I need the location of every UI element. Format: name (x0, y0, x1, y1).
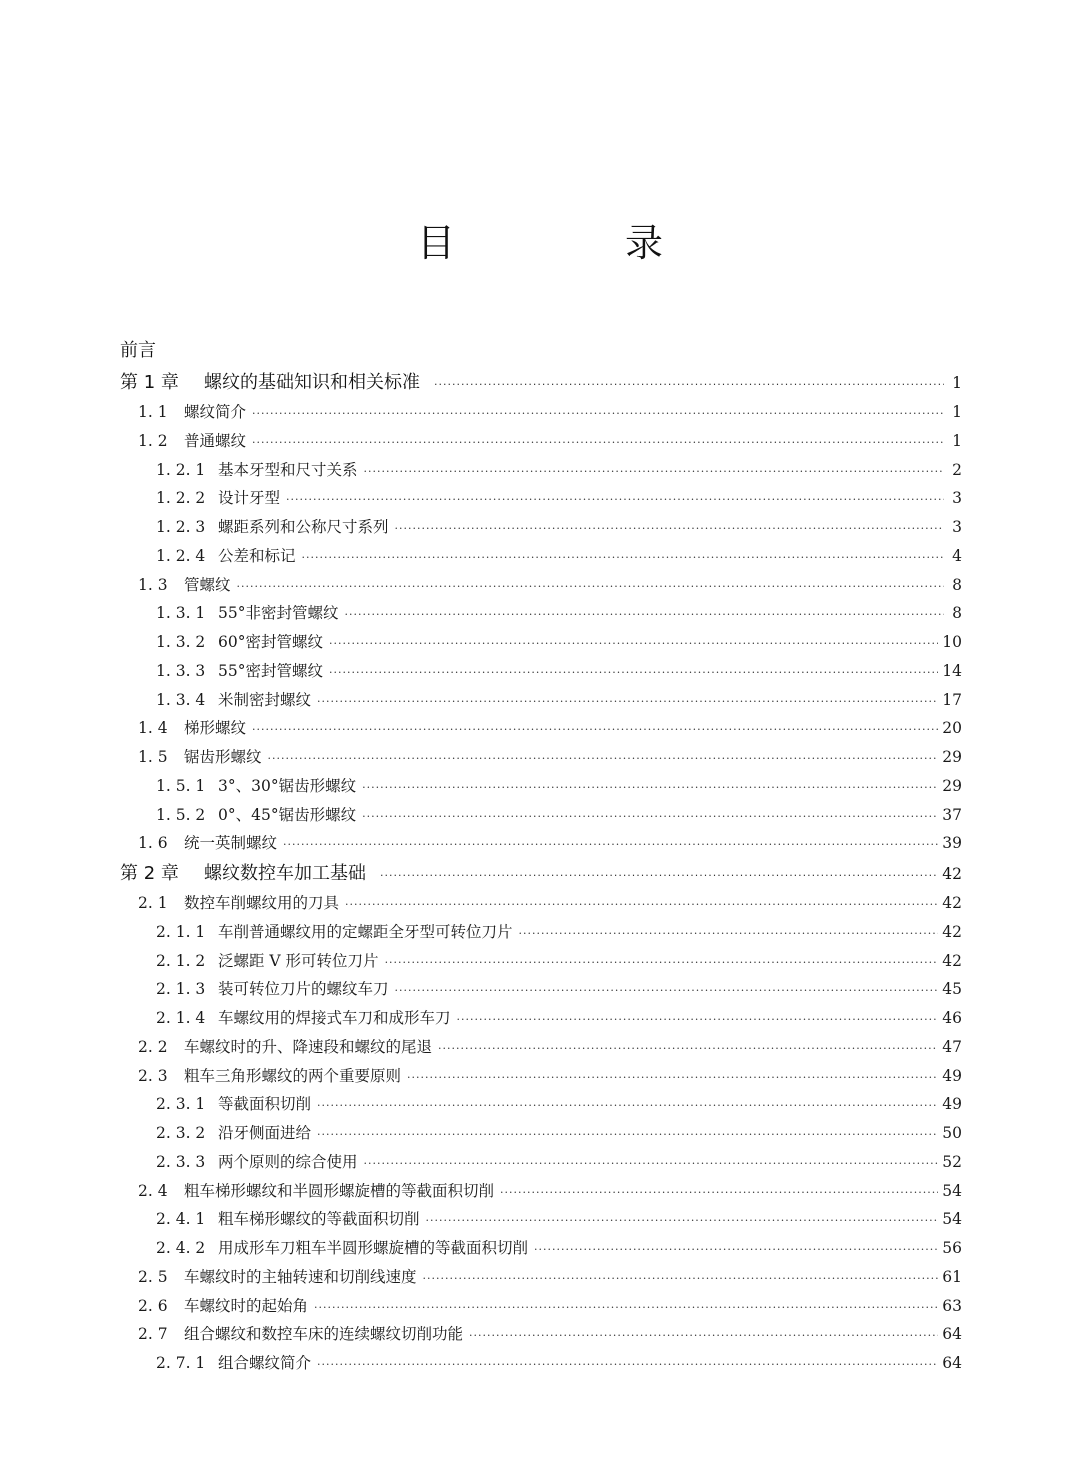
toc-entry-number: 2. 3. 2 (156, 1124, 206, 1142)
toc-entry-number: 1. 2. 2 (156, 489, 206, 508)
toc-entry-title: 两个原则的综合使用 (218, 1152, 358, 1171)
toc-entry-title: 管螺纹 (184, 575, 231, 594)
dot-leader (380, 860, 938, 891)
dot-leader (317, 1351, 938, 1380)
toc-entry[interactable] (120, 427, 962, 456)
toc-entry[interactable] (120, 772, 962, 801)
toc-entry[interactable] (120, 542, 962, 571)
table-of-contents (120, 335, 962, 1378)
toc-entry[interactable] (120, 1263, 962, 1292)
toc-entry-page: 8 (952, 575, 962, 594)
toc-entry[interactable] (120, 1205, 962, 1234)
toc-entry[interactable] (120, 889, 962, 918)
toc-entry-number: 1. 3. 4 (156, 690, 206, 709)
dot-leader (457, 1006, 939, 1035)
toc-entry-title: 米制密封螺纹 (218, 690, 312, 709)
toc-entry-page: 4 (952, 546, 962, 565)
toc-entry-title: 粗车梯形螺纹和半圆形螺旋槽的等截面积切削 (184, 1181, 495, 1200)
dot-leader (362, 803, 938, 832)
toc-entry-title: 组合螺纹和数控车床的连续螺纹切削功能 (184, 1325, 464, 1344)
toc-entry-title: 基本牙型和尺寸关系 (218, 460, 358, 479)
toc-entry-number: 2. 3 (138, 1066, 168, 1085)
toc-entry[interactable] (120, 1062, 962, 1091)
toc-entry-number: 1. 5 (138, 748, 168, 766)
dot-leader (426, 1207, 939, 1236)
toc-entry-page: 56 (942, 1239, 962, 1257)
toc-entry-title: 螺纹的基础知识和相关标准 (204, 372, 420, 393)
toc-entry-page: 39 (942, 834, 962, 853)
toc-entry-title: 数控车削螺纹用的刀具 (184, 894, 340, 912)
toc-entry-number: 1. 2. 3 (156, 518, 206, 536)
dot-leader (317, 688, 938, 717)
toc-entry-page: 46 (942, 1009, 962, 1027)
toc-entry-number: 1. 3 (138, 575, 168, 594)
toc-entry-number: 1. 3. 2 (156, 633, 206, 651)
dot-leader (519, 920, 939, 949)
dot-leader (237, 573, 944, 602)
toc-entry[interactable] (120, 801, 962, 830)
toc-entry-title: 螺纹数控车加工基础 (204, 863, 366, 884)
toc-entry-number: 第 1 章 (120, 372, 179, 393)
toc-entry[interactable] (120, 1004, 962, 1033)
dot-leader (345, 891, 938, 920)
toc-entry-number: 2. 1 (138, 894, 168, 912)
dot-leader (362, 774, 938, 803)
toc-entry[interactable] (120, 1177, 962, 1206)
toc-entry[interactable] (120, 1292, 962, 1321)
toc-entry[interactable] (120, 714, 962, 743)
dot-leader (314, 1294, 938, 1323)
dot-leader (434, 369, 944, 400)
dot-leader (534, 1236, 938, 1265)
toc-entry[interactable] (120, 1090, 962, 1119)
toc-entry[interactable] (120, 975, 962, 1004)
toc-entry[interactable] (120, 1119, 962, 1148)
toc-entry-page: 3 (952, 518, 962, 536)
toc-entry[interactable] (120, 513, 962, 542)
toc-entry-page: 50 (942, 1124, 962, 1142)
toc-entry-page: 52 (942, 1152, 962, 1171)
toc-entry-title: 3°、30°锯齿形螺纹 (218, 776, 357, 795)
toc-entry-title: 公差和标记 (218, 546, 296, 565)
toc-entry-number: 1. 5. 1 (156, 776, 206, 795)
toc-entry[interactable] (120, 1033, 962, 1062)
toc-entry-title: 车螺纹时的主轴转速和切削线速度 (184, 1267, 417, 1286)
toc-entry-title: 车削普通螺纹用的定螺距全牙型可转位刀片 (218, 922, 513, 941)
toc-entry[interactable] (120, 657, 962, 686)
toc-entry-page: 10 (942, 633, 962, 651)
toc-entry-title: 泛螺距 V 形可转位刀片 (218, 951, 379, 970)
toc-entry-page: 1 (952, 403, 962, 421)
toc-entry-number: 1. 5. 2 (156, 805, 206, 824)
toc-entry-number: 1. 3. 3 (156, 661, 206, 680)
toc-entry-number: 2. 7. 1 (156, 1354, 206, 1372)
dot-leader (344, 601, 944, 630)
toc-entry-page: 37 (942, 805, 962, 824)
toc-entry-number: 2. 3. 1 (156, 1095, 206, 1114)
toc-entry[interactable] (120, 398, 962, 427)
toc-entry-number: 2. 2 (138, 1037, 168, 1056)
toc-entry-page: 54 (942, 1181, 962, 1200)
toc-entry-title: 螺纹简介 (184, 403, 247, 421)
toc-entry-number: 2. 1. 4 (156, 1009, 206, 1027)
toc-entry-page: 42 (942, 894, 962, 912)
toc-entry-page: 47 (942, 1037, 962, 1056)
dot-leader (268, 745, 939, 774)
toc-entry[interactable] (120, 829, 962, 858)
toc-entry-page: 8 (952, 604, 962, 623)
dot-leader (364, 1150, 939, 1179)
toc-entry-title: 车螺纹时的升、降速段和螺纹的尾退 (184, 1037, 433, 1056)
toc-entry-number: 1. 1 (138, 403, 168, 421)
dot-leader (364, 458, 944, 487)
toc-entry-title: 锯齿形螺纹 (184, 748, 262, 766)
toc-entry-page: 42 (942, 922, 962, 941)
toc-entry[interactable] (120, 1234, 962, 1263)
toc-entry-title: 组合螺纹简介 (218, 1354, 312, 1372)
toc-entry-number: 2. 1. 2 (156, 951, 206, 970)
toc-entry-page: 29 (942, 748, 962, 766)
dot-leader (317, 1092, 938, 1121)
toc-entry-number: 1. 6 (138, 834, 168, 853)
toc-entry-page: 14 (942, 661, 962, 680)
dot-leader (283, 831, 938, 860)
toc-entry[interactable] (120, 599, 962, 628)
toc-entry-page: 63 (942, 1296, 962, 1315)
toc-entry-title: 车螺纹时的起始角 (184, 1296, 309, 1315)
toc-entry[interactable] (120, 686, 962, 715)
toc-entry-page: 29 (942, 776, 962, 795)
toc-entry-number: 2. 4 (138, 1181, 168, 1200)
toc-entry-title: 统一英制螺纹 (184, 834, 278, 853)
dot-leader (395, 515, 944, 544)
dot-leader (252, 400, 944, 429)
toc-entry-number: 2. 4. 1 (156, 1210, 206, 1229)
dot-leader (317, 1121, 938, 1150)
toc-entry[interactable] (120, 484, 962, 513)
toc-entry-title: 螺距系列和公称尺寸系列 (218, 518, 389, 536)
toc-entry-number: 1. 2. 1 (156, 460, 206, 479)
toc-entry[interactable] (120, 456, 962, 485)
dot-leader (385, 949, 939, 978)
dot-leader (500, 1179, 938, 1208)
dot-leader (329, 659, 938, 688)
toc-entry-page: 49 (942, 1095, 962, 1114)
toc-entry-number: 1. 2. 4 (156, 546, 206, 565)
toc-entry-number: 2. 5 (138, 1267, 168, 1286)
toc-entry-title: 55°非密封管螺纹 (218, 604, 339, 623)
toc-entry-number: 2. 1. 3 (156, 980, 206, 999)
toc-entry[interactable] (120, 571, 962, 600)
toc-entry-number: 第 2 章 (120, 863, 179, 884)
dot-leader (286, 486, 944, 515)
toc-entry-title: 等截面积切削 (218, 1095, 312, 1114)
toc-entry-title: 设计牙型 (218, 489, 281, 508)
toc-chapter-entry[interactable] (120, 858, 962, 889)
toc-entry[interactable] (120, 1349, 962, 1378)
toc-entry[interactable] (120, 918, 962, 947)
toc-entry-page: 1 (952, 431, 962, 450)
toc-entry-page: 45 (942, 980, 962, 999)
toc-entry-page: 61 (942, 1267, 962, 1286)
toc-entry-number: 1. 3. 1 (156, 604, 206, 623)
toc-chapter-entry[interactable] (120, 367, 962, 398)
toc-entry-number: 1. 2 (138, 431, 168, 450)
toc-entry-number: 2. 7 (138, 1325, 168, 1344)
toc-entry-page: 64 (942, 1354, 962, 1372)
dot-leader (407, 1064, 938, 1093)
toc-entry-title: 沿牙侧面进给 (218, 1124, 312, 1142)
toc-entry[interactable] (120, 743, 962, 772)
toc-entry-page: 1 (952, 374, 962, 392)
dot-leader (252, 429, 944, 458)
toc-entry-title: 60°密封管螺纹 (218, 633, 323, 651)
toc-entry-number: 2. 3. 3 (156, 1152, 206, 1171)
toc-entry-page: 42 (942, 865, 962, 883)
toc-entry-page: 54 (942, 1210, 962, 1229)
toc-entry-page: 17 (942, 690, 962, 709)
toc-entry-title: 粗车三角形螺纹的两个重要原则 (184, 1066, 402, 1085)
toc-entry[interactable] (120, 1148, 962, 1177)
toc-entry-number: 1. 4 (138, 719, 168, 738)
toc-entry-page: 20 (942, 719, 962, 738)
toc-entry-page: 2 (952, 460, 962, 479)
toc-entry[interactable] (120, 947, 962, 976)
dot-leader (302, 544, 944, 573)
toc-entry-title: 梯形螺纹 (184, 719, 247, 738)
toc-entry[interactable] (120, 1320, 962, 1349)
toc-entry-title: 装可转位刀片的螺纹车刀 (218, 980, 389, 999)
toc-entry-page: 42 (942, 951, 962, 970)
toc-entry-title: 普通螺纹 (184, 431, 247, 450)
toc-entry-page: 64 (942, 1325, 962, 1344)
toc-entry-page: 49 (942, 1066, 962, 1085)
dot-leader (395, 977, 939, 1006)
toc-entry-title: 用成形车刀粗车半圆形螺旋槽的等截面积切削 (218, 1239, 529, 1257)
toc-entry-number: 2. 1. 1 (156, 922, 206, 941)
toc-entry-number: 2. 6 (138, 1296, 168, 1315)
dot-leader (329, 630, 938, 659)
toc-entry-page: 3 (952, 489, 962, 508)
dot-leader (438, 1035, 938, 1064)
dot-leader (469, 1322, 938, 1351)
page-title: 目 录 (416, 221, 729, 265)
toc-entry-number: 2. 4. 2 (156, 1239, 206, 1257)
dot-leader (423, 1265, 939, 1294)
toc-entry-title: 55°密封管螺纹 (218, 661, 323, 680)
toc-entry-title: 车螺纹用的焊接式车刀和成形车刀 (218, 1009, 451, 1027)
dot-leader (252, 716, 938, 745)
toc-entry-title: 0°、45°锯齿形螺纹 (218, 805, 357, 824)
toc-entry[interactable] (120, 628, 962, 657)
toc-entry-title: 粗车梯形螺纹的等截面积切削 (218, 1210, 420, 1229)
toc-preface[interactable]: 前言 (120, 340, 156, 361)
